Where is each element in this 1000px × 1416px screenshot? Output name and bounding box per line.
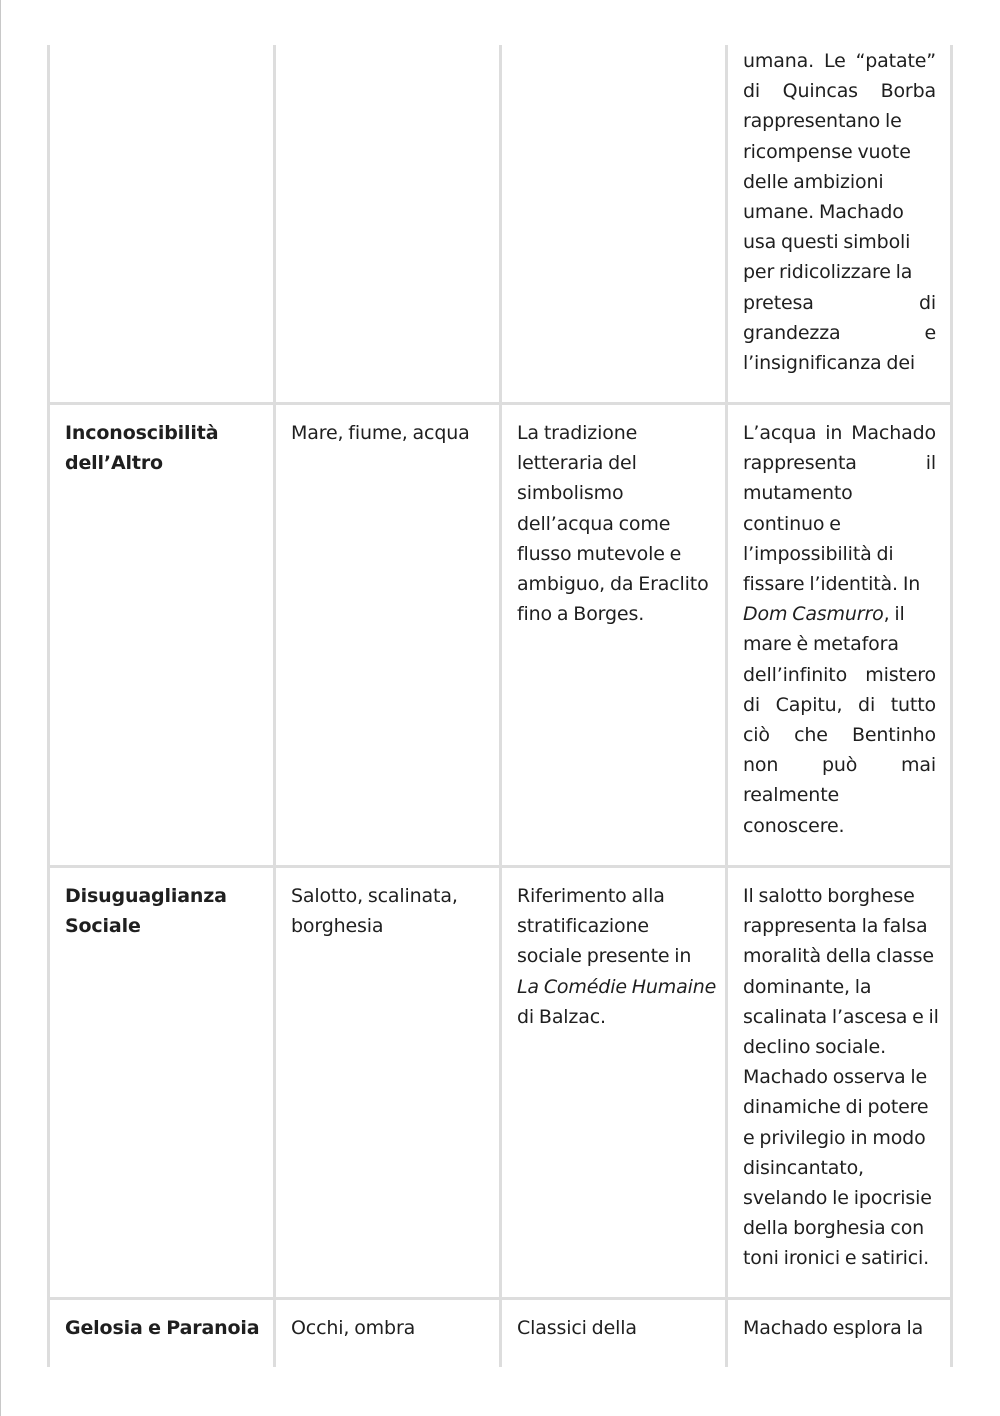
- theme-cell: [50, 868, 276, 1297]
- intertext-line: La tradizione: [517, 422, 638, 444]
- interpretation-line: disincantato,: [743, 1156, 864, 1179]
- page-left-rule: [0, 0, 1, 1416]
- symbols-line: Occhi, ombra: [291, 1317, 416, 1339]
- interpretation-line: continuo e: [743, 512, 841, 535]
- theme-line: Gelosia e Paranoia: [65, 1317, 260, 1339]
- interpretation-line: rappresentano le: [743, 110, 902, 133]
- interpretation-fragment: , il: [883, 603, 905, 626]
- interpretation-line: Il salotto borghese: [743, 885, 915, 907]
- interpretation-line: fissare l’identità. In: [743, 573, 921, 596]
- theme-line: Disuguaglianza: [65, 885, 227, 907]
- interpretation-line: di Quincas Borba: [743, 80, 936, 103]
- interpretation-line: toni ironici e satirici.: [743, 1247, 930, 1270]
- interpretation-line: Machado osserva le: [743, 1066, 928, 1089]
- table-row: [50, 868, 950, 1300]
- theme-line: Inconoscibilità: [65, 422, 219, 444]
- symbols-line: Salotto, scalinata,: [291, 885, 458, 907]
- theme-cell: [50, 405, 276, 865]
- interpretation-cell: [728, 45, 950, 402]
- interpretation-line: realmente: [743, 784, 840, 807]
- interpretation-line: di Capitu, di tutto: [743, 693, 936, 716]
- table-row: [50, 405, 950, 868]
- interpretation-line: [743, 599, 936, 629]
- theme-line: Sociale: [65, 915, 141, 938]
- interpretation-line: umana. Le “patate”: [743, 50, 936, 72]
- theme-cell: [50, 45, 276, 402]
- interpretation-line: usa questi simboli: [743, 231, 911, 254]
- intertext-line: Classici della: [517, 1317, 637, 1339]
- symbols-line: borghesia: [291, 915, 384, 938]
- interpretation-line: e privilegio in modo: [743, 1126, 926, 1149]
- interpretation-line: L’acqua in Machado: [743, 422, 936, 444]
- interpretation-line: moralità della classe: [743, 945, 934, 968]
- intertext-line: flusso mutevole e: [517, 542, 682, 565]
- intertext-cell: [502, 45, 728, 402]
- interpretation-cell: [728, 405, 950, 865]
- interpretation-line: declino sociale.: [743, 1036, 886, 1059]
- interpretation-line: delle ambizioni: [743, 170, 884, 193]
- interpretation-line: ciò che Bentinho: [743, 724, 936, 747]
- interpretation-line: l’impossibilità di: [743, 542, 894, 565]
- intertext-line: fino a Borges.: [517, 603, 645, 626]
- table-row: [50, 1300, 950, 1367]
- interpretation-line: ricompense vuote: [743, 140, 911, 163]
- symbols-cell: [276, 45, 502, 402]
- interpretation-line: umane. Machado: [743, 201, 904, 224]
- interpretation-line: dinamiche di potere: [743, 1096, 929, 1119]
- intertext-line: stratificazione: [517, 915, 649, 938]
- theme-cell: [50, 1300, 276, 1367]
- interpretation-line: l’insignificanza dei: [743, 352, 915, 375]
- interpretation-line: scalinata l’ascesa e il: [743, 1005, 939, 1028]
- intertext-line: ambiguo, da Eraclito: [517, 573, 709, 596]
- interpretation-cell: [728, 1300, 950, 1367]
- intertext-line: di Balzac.: [517, 1005, 606, 1028]
- interpretation-line: mutamento: [743, 482, 853, 505]
- intertext-cell: [502, 868, 728, 1297]
- intertext-line: Riferimento alla: [517, 885, 665, 907]
- symbols-cell: [276, 868, 502, 1297]
- interpretation-line: non può mai: [743, 754, 936, 777]
- table-row: [50, 45, 950, 405]
- intertext-line: sociale presente in: [517, 945, 692, 968]
- symbols-line: Mare, fiume, acqua: [291, 422, 470, 444]
- interpretation-line: grandezza e: [743, 321, 936, 344]
- interpretation-line: rappresenta il: [743, 452, 936, 475]
- interpretation-line: conoscere.: [743, 814, 845, 837]
- interpretation-line: svelando le ipocrisie: [743, 1187, 932, 1210]
- book-title: Dom Casmurro: [743, 603, 884, 626]
- book-title: La Comédie Humaine: [517, 975, 717, 998]
- intertext-line: dell’acqua come: [517, 512, 671, 535]
- interpretation-line: pretesa di: [743, 291, 936, 314]
- interpretation-line: della borghesia con: [743, 1217, 925, 1240]
- intertext-line: letteraria del: [517, 452, 637, 475]
- symbols-cell: [276, 1300, 502, 1367]
- intertext-line: simbolismo: [517, 482, 624, 505]
- theme-line: dell’Altro: [65, 452, 163, 475]
- interpretation-line: Machado esplora la: [743, 1317, 924, 1339]
- interpretation-line: dominante, la: [743, 975, 872, 998]
- symbols-cell: [276, 405, 502, 865]
- intertext-cell: [502, 405, 728, 865]
- symbol-table: [47, 45, 953, 1367]
- interpretation-line: dell’infinito mistero: [743, 663, 936, 686]
- interpretation-line: mare è metafora: [743, 633, 899, 656]
- interpretation-cell: [728, 868, 950, 1297]
- interpretation-line: per ridicolizzare la: [743, 261, 913, 284]
- intertext-cell: [502, 1300, 728, 1367]
- interpretation-line: rappresenta la falsa: [743, 915, 928, 938]
